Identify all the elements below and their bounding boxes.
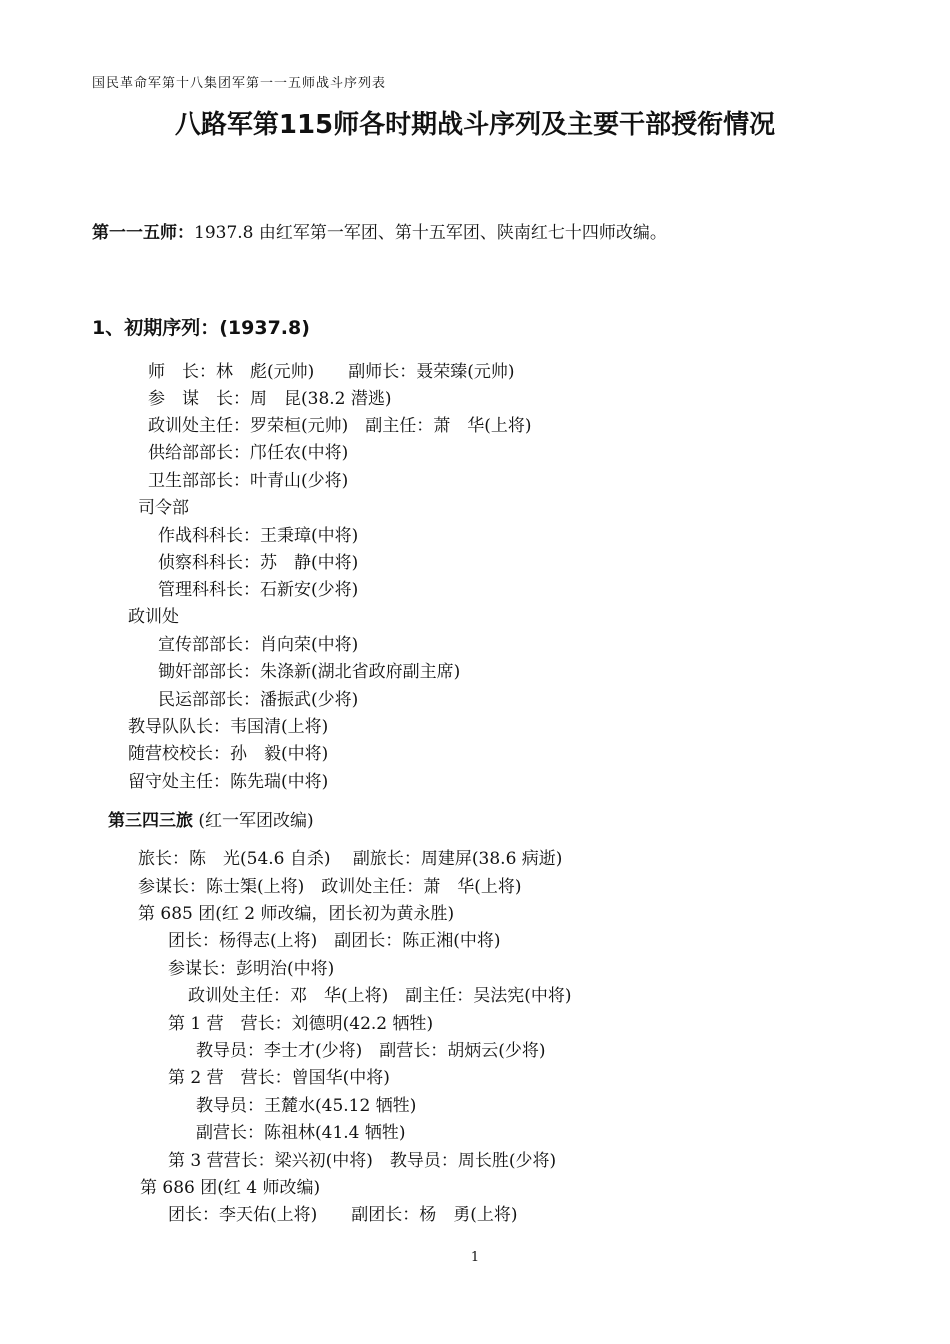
roster-line: 卫生部部长：叶青山(少将) [148, 471, 349, 491]
roster-line: 参谋长：陈士榘(上将) 政训处主任：萧 华(上将) [138, 877, 522, 897]
roster-line: 第 3 营营长：梁兴初(中将) 教导员：周长胜(少将) [168, 1151, 557, 1171]
roster-line: 团长：杨得志(上将) 副团长：陈正湘(中将) [168, 931, 501, 951]
roster-line: 师 长：林 彪(元帅) 副师长：聂荣臻(元帅) [148, 362, 515, 382]
division-text: 1937.8 由红军第一军团、第十五军团、陕南红七十四师改编。 [194, 223, 667, 243]
roster-line: 司令部 [138, 498, 189, 518]
roster-line: 副营长：陈祖林(41.4 牺牲) [196, 1123, 406, 1143]
roster-line: 团长：李天佑(上将) 副团长：杨 勇(上将) [168, 1205, 518, 1225]
roster-line: 作战科科长：王秉璋(中将) [158, 526, 359, 546]
division-label: 第一一五师： [92, 223, 194, 243]
document-title: 八路军第115师各时期战斗序列及主要干部授衔情况 [174, 110, 776, 140]
roster-line: 侦察科科长：苏 静(中将) [158, 553, 359, 573]
roster-line: 第 686 团(红 4 师改编) [140, 1178, 321, 1198]
roster-line: 教导员：李士才(少将) 副营长：胡炳云(少将) [196, 1041, 546, 1061]
brigade-name: 第三四三旅 [108, 811, 193, 831]
roster-line: 政训处主任：邓 华(上将) 副主任：吴法宪(中将) [188, 986, 572, 1006]
roster-line: 管理科科长：石新安(少将) [158, 580, 359, 600]
roster-line: 旅长：陈 光(54.6 自杀) 副旅长：周建屏(38.6 病逝) [138, 849, 563, 869]
brigade-heading [108, 809, 314, 833]
roster-line: 留守处主任：陈先瑞(中将) [128, 772, 329, 792]
roster-line: 锄奸部部长：朱涤新(湖北省政府副主席) [158, 662, 461, 682]
roster-line: 参谋长：彭明治(中将) [168, 959, 335, 979]
roster-line: 教导员：王麓水(45.12 牺牲) [196, 1096, 417, 1116]
brigade-note: (红一军团改编) [198, 811, 314, 831]
page-number: 1 [470, 1250, 480, 1265]
roster-line: 供给部部长：邝任农(中将) [148, 443, 349, 463]
roster-line: 教导队队长：韦国清(上将) [128, 717, 329, 737]
division-intro [92, 218, 667, 243]
section-heading: 1、初期序列：(1937.8) [92, 317, 310, 339]
roster-line: 第 1 营 营长：刘德明(42.2 牺牲) [168, 1014, 434, 1034]
roster-line: 参 谋 长：周 昆(38.2 潜逃) [148, 389, 392, 409]
roster-line: 宣传部部长：肖向荣(中将) [158, 635, 359, 655]
roster-line: 第 685 团(红 2 师改编，团长初为黄永胜) [138, 904, 455, 924]
document-header: 国民革命军第十八集团军第一一五师战斗序列表 [92, 76, 387, 91]
roster-line: 民运部部长：潘振武(少将) [158, 690, 359, 710]
roster-line: 政训处主任：罗荣桓(元帅) 副主任：萧 华(上将) [148, 416, 532, 436]
roster-line: 政训处 [128, 607, 179, 627]
roster-line: 第 2 营 营长：曾国华(中将) [168, 1068, 390, 1088]
roster-line: 随营校校长：孙 毅(中将) [128, 744, 329, 764]
